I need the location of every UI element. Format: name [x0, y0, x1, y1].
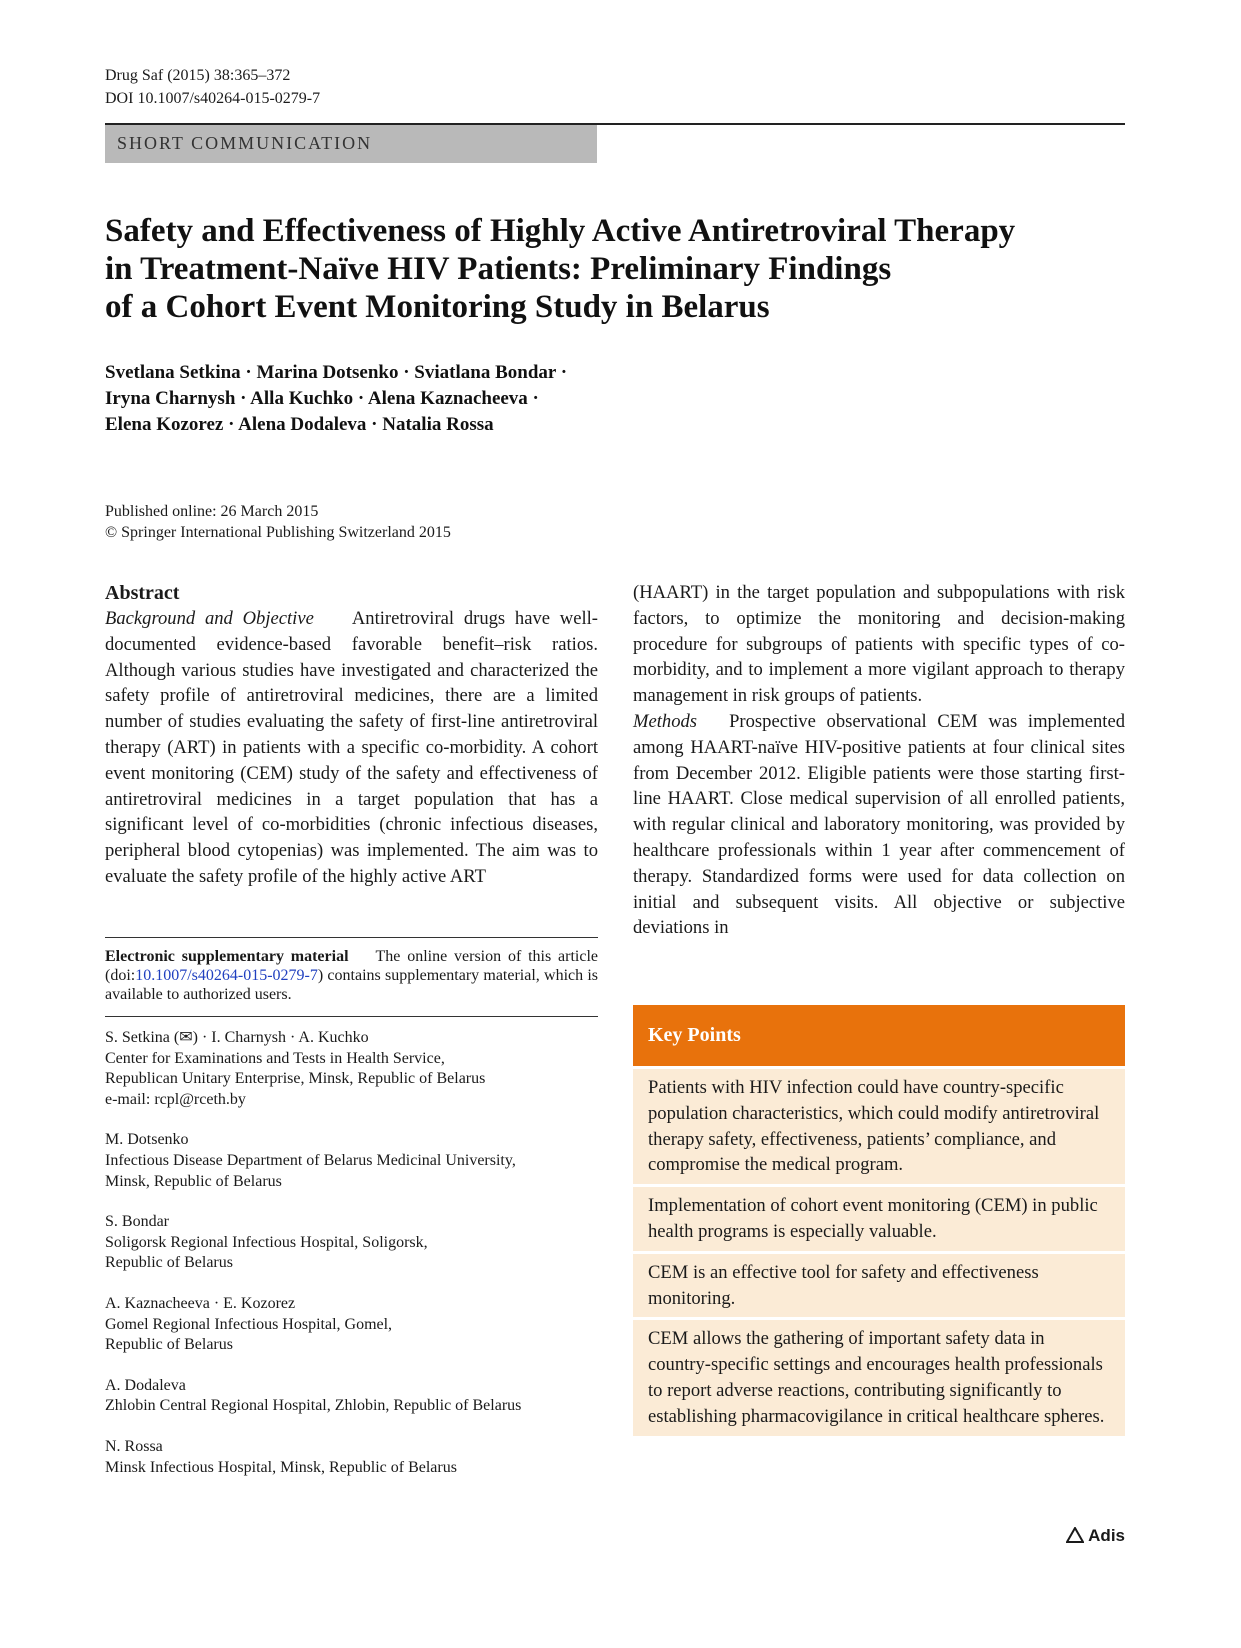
- affiliation-names: A. Dodaleva: [105, 1376, 186, 1394]
- journal-citation: [105, 64, 320, 110]
- abstract-heading: Abstract: [105, 582, 180, 604]
- abstract-right-column: [633, 580, 1125, 941]
- methods-text: Prospective observational CEM was implemented among HAART-naïve HIV-positive patients at four clinical sites from December 2012. Eligible patients were those starting first-line HAART. Close medical supervision of all enrolled patients, with regular clinical and laboratory monitoring, was provided by healthcare professionals within 1 year after commencement of therapy. Standardized forms were used for data collection on initial and subsequent visits. All objective or subjective deviations in: [633, 710, 1126, 939]
- doi-line: DOI 10.1007/s40264-015-0279-7: [105, 90, 321, 107]
- esm-label: Electronic supplementary material: [105, 948, 349, 965]
- footnote-rule: [105, 937, 598, 938]
- affiliation-line: Gomel Regional Infectious Hospital, Gomel,: [105, 1315, 393, 1333]
- copyright-line: © Springer International Publishing Switzerland 2015: [105, 524, 451, 541]
- affiliation-line: Republic of Belarus: [105, 1336, 233, 1354]
- key-point-item: Patients with HIV infection could have country-specific population characteristics, which could modify antiretroviral therapy safety, effectiveness, patients’ compliance, and compromise the medical program.: [633, 1069, 1125, 1184]
- abstract-left-column: [105, 580, 598, 890]
- affiliation-line: Infectious Disease Department of Belarus Medicinal University,: [105, 1151, 516, 1169]
- publisher-logo: [1066, 1526, 1125, 1546]
- background-continued: (HAART) in the target population and subpopulations with risk factors, to optimize the monitoring and decision-making procedure for subgroups of patients with specific types of co-morbidity, and to implement a more vigilant approach to therapy management in risk groups of patients.: [633, 582, 1125, 707]
- affiliation-line: Zhlobin Central Regional Hospital, Zhlobin, Republic of Belarus: [105, 1397, 522, 1415]
- affiliation-rule: [105, 1016, 598, 1017]
- key-points-box: [633, 1005, 1125, 1436]
- affiliation-entry: [105, 1028, 605, 1110]
- key-points-heading: Key Points: [633, 1005, 1125, 1066]
- affiliation-entry: [105, 1130, 605, 1192]
- abstract-methods: [633, 709, 1125, 941]
- esm-text-b: ) contains supplementary material, which is available to authorized users.: [105, 967, 598, 1003]
- affiliation-names: S. Setkina (✉) · I. Charnysh · A. Kuchko: [105, 1029, 369, 1046]
- affiliation-line: Center for Examinations and Tests in Health Service,: [105, 1049, 445, 1067]
- author-line: Elena Kozorez · Alena Dodaleva · Natalia Rossa: [105, 414, 494, 435]
- affiliation-names: M. Dotsenko: [105, 1131, 189, 1149]
- background-text: Antiretroviral drugs have well-documented evidence-based favorable benefit–risk ratios. Although various studies have investigated and characterized the safety profile of antiretroviral medicines, there are a limited number of studies evaluating the safety of first-line antiretroviral therapy (ART) in patients with a specific co-morbidity. A cohort event monitoring (CEM) study of the safety and effectiveness of antiretroviral medicines in a target population that has a significant level of co-morbidities (chronic infectious diseases, peripheral blood cytopenias) was implemented. The aim was to evaluate the safety profile of the highly active ART: [105, 608, 598, 887]
- esm-text-a: The online version of this article (doi:: [105, 948, 598, 984]
- article-title: [105, 212, 1065, 326]
- methods-label: Methods: [633, 710, 698, 732]
- author-line: Svetlana Setkina · Marina Dotsenko · Sviatlana Bondar ·: [105, 362, 568, 383]
- affiliation-line: Soligorsk Regional Infectious Hospital, Soligorsk,: [105, 1233, 428, 1251]
- affiliation-entry: [105, 1212, 605, 1274]
- affiliation-email[interactable]: e-mail: rcpl@rceth.by: [105, 1090, 246, 1108]
- key-point-item: Implementation of cohort event monitoring (CEM) in public health programs is especially valuable.: [633, 1187, 1125, 1251]
- author-list: [105, 360, 725, 438]
- affiliations: [105, 1028, 605, 1498]
- journal-reference: Drug Saf (2015) 38:365–372: [105, 67, 291, 84]
- author-line: Iryna Charnysh · Alla Kuchko · Alena Kaznacheeva ·: [105, 388, 539, 409]
- title-line: Safety and Effectiveness of Highly Active Antiretroviral Therapy: [105, 213, 1016, 249]
- affiliation-names: N. Rossa: [105, 1437, 163, 1455]
- affiliation-line: Republic of Belarus: [105, 1254, 233, 1272]
- publication-info: [105, 501, 451, 543]
- affiliation-entry: [105, 1437, 605, 1478]
- affiliation-line: Minsk, Republic of Belarus: [105, 1172, 282, 1190]
- title-line: of a Cohort Event Monitoring Study in Belarus: [105, 289, 770, 325]
- section-label-bar: [105, 125, 597, 163]
- affiliation-entry: [105, 1294, 605, 1356]
- published-date: Published online: 26 March 2015: [105, 503, 319, 520]
- abstract-background: [105, 606, 598, 890]
- key-point-item: CEM allows the gathering of important safety data in country-specific settings and encourages health professionals to report adverse reactions, contributing significantly to establishing pharmacovigilance in critical healthcare spheres.: [633, 1320, 1125, 1435]
- key-point-item: CEM is an effective tool for safety and effectiveness monitoring.: [633, 1254, 1125, 1318]
- background-label: Background and Objective: [105, 608, 314, 629]
- publisher-name: Adis: [1088, 1526, 1125, 1545]
- supplementary-note: [105, 947, 598, 1004]
- affiliation-names: S. Bondar: [105, 1213, 169, 1231]
- doi-link[interactable]: 10.1007/s40264-015-0279-7: [135, 967, 318, 984]
- affiliation-line: Minsk Infectious Hospital, Minsk, Republic of Belarus: [105, 1458, 457, 1476]
- adis-triangle-icon: [1066, 1527, 1084, 1543]
- title-line: in Treatment-Naïve HIV Patients: Preliminary Findings: [105, 251, 892, 287]
- affiliation-line: Republican Unitary Enterprise, Minsk, Republic of Belarus: [105, 1070, 486, 1088]
- section-label: SHORT COMMUNICATION: [117, 133, 373, 153]
- affiliation-entry: [105, 1376, 605, 1417]
- affiliation-names: A. Kaznacheeva · E. Kozorez: [105, 1294, 296, 1312]
